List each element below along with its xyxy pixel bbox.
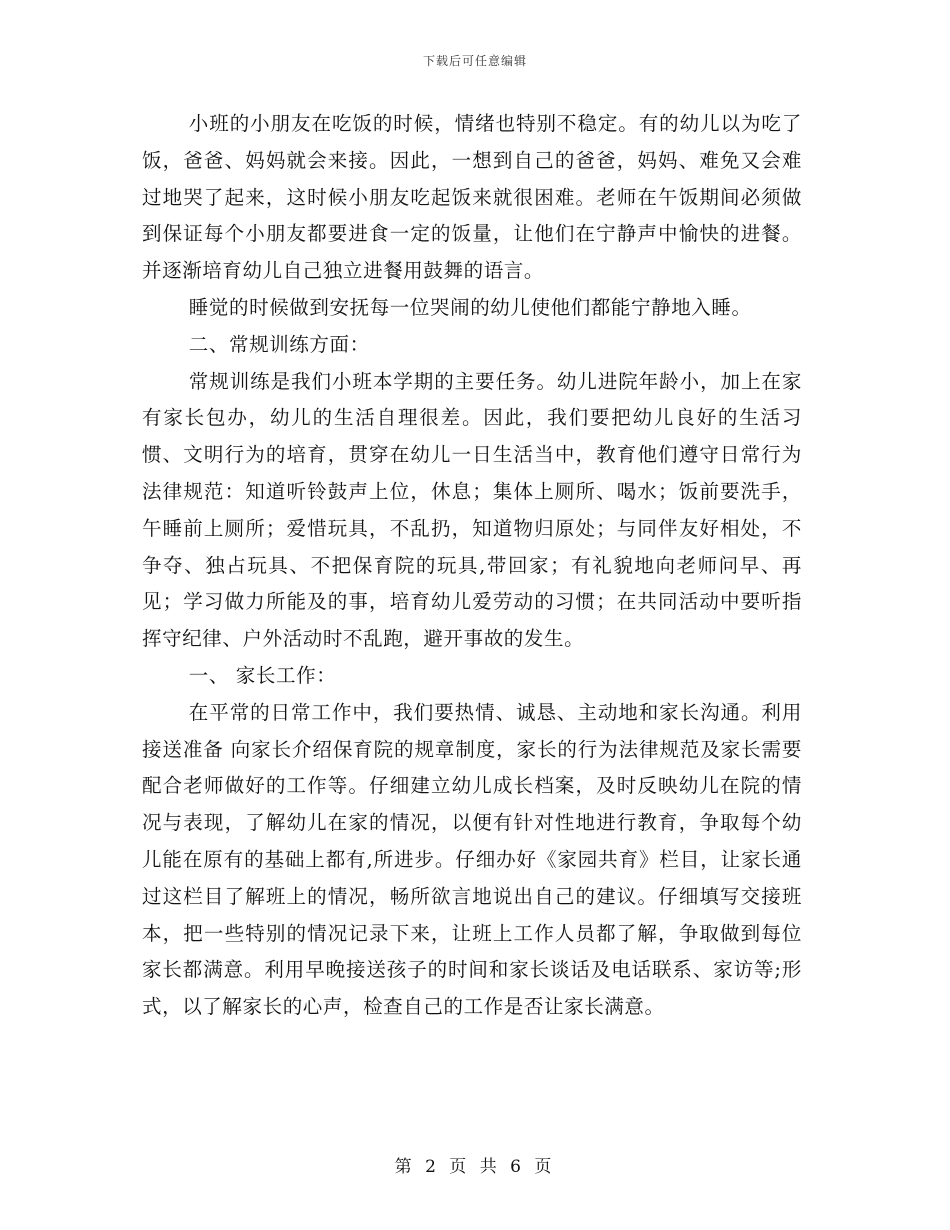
page-header: 下载后可任意编辑: [422, 54, 527, 68]
paragraph-sleep-time: 睡觉的时候做到安抚每一位哭闹的幼儿使他们都能宁静地入睡。: [188, 295, 752, 319]
page-number: 第 2 页 共 6 页: [394, 1157, 556, 1177]
paragraph-routine-training: 常规训练是我们小班本学期的主要任务。幼儿进院年龄小，加上在家有家长包办，幼儿的生活自理很差。因此，我们要把幼儿良好的生活习惯、文明行为的培育，贯穿在幼儿一日生活当中，教育他们遵守日常行为法律规范：知道听铃鼓声上位，休息；集体上厕所、喝水；饭前要洗手，午睡前上厕所；爱惜玩具，不乱扔，知道物归原处；与同伴友好相处，不争夺、独占玩具、不把保育院的玩具,带回家；有礼貌地向老师问早、再见；学习做力所能及的事，培育幼儿爱劳动的习惯；在共同活动中要听指挥守纪律、户外活动时不乱跑，避开事故的发生。: [142, 369, 802, 651]
section-heading-routine-training: 二、常规训练方面：: [188, 332, 370, 356]
document-body: [142, 106, 802, 1026]
section-heading-parent-work: 一、 家长工作：: [188, 663, 337, 687]
paragraph-parent-work: 在平常的日常工作中，我们要热情、诚恳、主动地和家长沟通。利用 接送准备 向家长介绍保育院的规章制度，家长的行为法律规范及家长需要配合老师做好的工作等。仔细建立幼儿成长档案，及时反映幼儿在院的情况与表现，了解幼儿在家的情况，以便有针对性地进行教育，争取每个幼儿能在原有的基础上都有,所进步。仔细办好《家园共育》栏目，让家长通过这栏目了解班上的情况，畅所欲言地说出自己的建议。仔细填写交接班本，把一些特别的情况记录下来，让班上工作人员都了解，争取做到每位家长都满意。利用早晚接送孩子的时间和家长谈话及电话联系、家访等;形式，以了解家长的心声，检查自己的工作是否让家长满意。: [142, 700, 802, 1019]
paragraph-meal-time: 小班的小朋友在吃饭的时候，情绪也特别不稳定。有的幼儿以为吃了饭，爸爸、妈妈就会来接。因此，一想到自己的爸爸，妈妈、难免又会难过地哭了起来，这时候小朋友吃起饭来就很困难。老师在午饭期间必须做到保证每个小朋友都要进食一定的饭量，让他们在宁静声中愉快的进餐。并逐渐培育幼儿自己独立进餐用鼓舞的语言。: [142, 112, 802, 283]
